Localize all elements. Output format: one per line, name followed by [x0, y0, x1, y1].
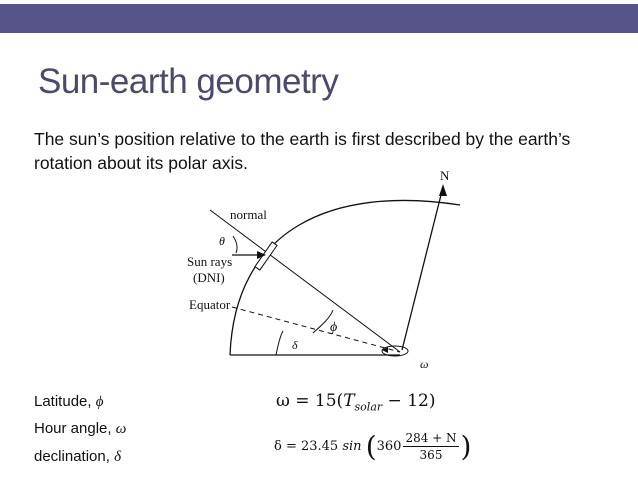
- declination-label: declination, δ: [34, 448, 122, 465]
- equator-label: Equator: [189, 297, 231, 312]
- slide-title: Sun-earth geometry: [38, 62, 339, 101]
- north-label: N: [440, 168, 450, 183]
- phi-label: ϕ: [330, 320, 338, 335]
- earth-surface-arc: [230, 200, 460, 355]
- normal-label: normal: [230, 207, 267, 222]
- dni-label: (DNI): [193, 270, 225, 285]
- hour-angle-label: Hour angle, ω: [34, 420, 127, 437]
- intro-text: The sun’s position relative to the earth is first described by the earth’s rotation about its polar axis.: [34, 129, 571, 173]
- hour-angle-equation: $\omega = 15(T_{solar} - 12)$: [276, 391, 436, 414]
- delta-angle-arc: [276, 331, 283, 355]
- omega-label: ω: [420, 357, 429, 371]
- polar-axis: [402, 187, 443, 350]
- normal-line: [210, 210, 400, 352]
- latitude-symbol: ϕ: [95, 394, 104, 410]
- hour-angle-symbol: ω: [115, 421, 127, 437]
- latitude-label: Latitude, ϕ: [34, 393, 104, 410]
- delta-label: δ: [292, 338, 298, 352]
- declination-equation: δ = 23.45 sin (360 $\frac{284 + N}{365}$ ): [274, 430, 472, 463]
- declination-fraction: $\frac{284 + N}{365}$: [405, 431, 457, 462]
- theta-angle-arc: [233, 236, 237, 253]
- equator-dashed-line: [232, 307, 400, 352]
- sun-rays-label: Sun rays: [187, 254, 233, 269]
- theta-label: θ: [219, 234, 225, 248]
- declination-symbol: δ: [114, 449, 122, 465]
- polar-axis-arrowhead: [439, 184, 447, 196]
